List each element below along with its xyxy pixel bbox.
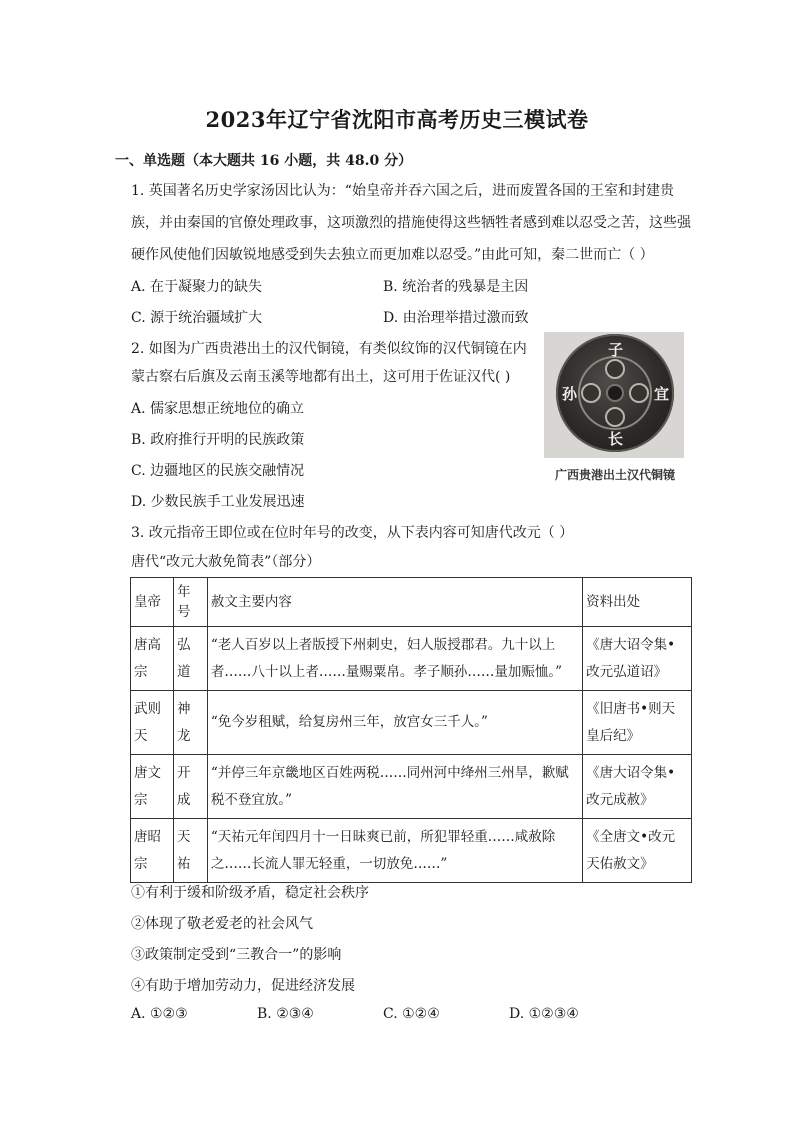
figure-caption: 广西贵港出土汉代铜镜: [554, 468, 675, 482]
mirror-boss-bottom: [605, 407, 625, 427]
header-emperor: 皇帝: [131, 578, 174, 627]
q1-option-c[interactable]: C. 源于统治疆域扩大: [131, 310, 263, 326]
cell-emperor: 唐昭宗: [131, 819, 174, 883]
table-header-row: [131, 578, 692, 627]
cell-edict-content: “免今岁租赋，给复房州三年，放宫女三千人。”: [207, 691, 582, 755]
mirror-boss-left: [581, 383, 601, 403]
mirror-boss-top: [605, 359, 625, 379]
q3-statement-1: ①有利于缓和阶级矛盾，稳定社会秩序: [131, 885, 369, 901]
cell-emperor: 武则天: [131, 691, 174, 755]
q3-statement-3: ③政策制定受到“三教合一”的影响: [131, 947, 342, 963]
cell-era-name: 神龙: [173, 691, 207, 755]
q3-stem: 3. 改元指帝王即位或在位时年号的改变，从下表内容可知唐代改元（ ）: [131, 525, 574, 541]
cell-source: 《旧唐书•则天皇后纪》: [583, 691, 692, 755]
cell-source: 《唐大诏令集•改元弘道诏》: [583, 627, 692, 691]
mirror-inscription-top: 子: [608, 341, 624, 359]
q2-stem-line-1: 2. 如图为广西贵港出土的汉代铜镜，有类似纹饰的汉代铜镜在内: [131, 341, 527, 357]
q2-stem-line-2: 蒙古察右后旗及云南玉溪等地都有出土，这可用于佐证汉代( ): [131, 369, 511, 385]
q1-option-d[interactable]: D. 由治理举措过激而致: [383, 310, 529, 326]
mirror-boss-right: [629, 383, 649, 403]
q2-option-c[interactable]: C. 边疆地区的民族交融情况: [131, 463, 305, 479]
q2-option-b[interactable]: B. 政府推行开明的民族政策: [131, 432, 305, 448]
q3-statement-2: ②体现了敬老爱老的社会风气: [131, 916, 313, 932]
cell-emperor: 唐文宗: [131, 755, 174, 819]
q3-option-b[interactable]: B. ②③④: [257, 1006, 314, 1022]
cell-era-name: 开成: [173, 755, 207, 819]
q2-option-d[interactable]: D. 少数民族手工业发展迅速: [131, 494, 305, 510]
cell-era-name: 天祐: [173, 819, 207, 883]
table-row: [131, 691, 692, 755]
table-row: [131, 755, 692, 819]
header-edict-content: 赦文主要内容: [207, 578, 582, 627]
mirror-inscription-bottom: 长: [608, 430, 624, 448]
q2-option-a[interactable]: A. 儒家思想正统地位的确立: [131, 401, 305, 417]
table-caption: 唐代“改元大赦免简表”（部分）: [131, 554, 321, 570]
cell-era-name: 弘道: [173, 627, 207, 691]
header-source: 资料出处: [583, 578, 692, 627]
table-row: [131, 819, 692, 883]
q3-option-c[interactable]: C. ①②④: [383, 1006, 440, 1022]
mirror-center-knob: [606, 384, 624, 402]
cell-emperor: 唐高宗: [131, 627, 174, 691]
cell-edict-content: “天祐元年闰四月十一日昧爽已前，所犯罪轻重……咸赦除之……长流人罪无轻重，一切放免……”: [207, 819, 582, 883]
q3-option-d[interactable]: D. ①②③④: [509, 1006, 579, 1022]
edict-table: [130, 577, 692, 883]
cell-edict-content: “老人百岁以上者版授下州刺史，妇人版授郡君。九十以上者……八十以上者……量赐粟帛。孝子顺孙……量加赈恤。”: [207, 627, 582, 691]
exam-title: 2023年辽宁省沈阳市高考历史三模试卷: [205, 107, 589, 132]
header-era-name: 年号: [173, 578, 207, 627]
q1-stem-line-3: 硬作风使他们因敏锐地感受到失去独立而更加难以忍受。”由此可知，秦二世而亡（ ）: [131, 247, 654, 263]
q1-stem-line-1: 1. 英国著名历史学家汤因比认为：“始皇帝并吞六国之后，进而废置各国的王室和封建贵: [131, 183, 674, 199]
cell-source: 《全唐文•改元天佑赦文》: [583, 819, 692, 883]
cell-source: 《唐大诏令集•改元成赦》: [583, 755, 692, 819]
q3-option-a[interactable]: A. ①②③: [131, 1006, 188, 1022]
q3-statement-4: ④有助于增加劳动力，促进经济发展: [131, 978, 355, 994]
q1-option-a[interactable]: A. 在于凝聚力的缺失: [131, 279, 263, 295]
q1-stem-line-2: 族，并由秦国的官僚处理政事，这项激烈的措施使得这些牺牲者感到难以忍受之苦，这些强: [131, 215, 691, 231]
cell-edict-content: “并停三年京畿地区百姓两税……同州河中绛州三州旱，歉赋税不登宜放。”: [207, 755, 582, 819]
mirror-inscription-right: 宜: [654, 385, 670, 403]
mirror-inscription-left: 孙: [562, 385, 578, 403]
section-heading: 一、单选题（本大题共 16 小题，共 48.0 分）: [115, 153, 413, 169]
q1-option-b[interactable]: B. 统治者的残暴是主因: [383, 279, 529, 295]
bronze-mirror-figure: [540, 330, 690, 490]
table-row: [131, 627, 692, 691]
